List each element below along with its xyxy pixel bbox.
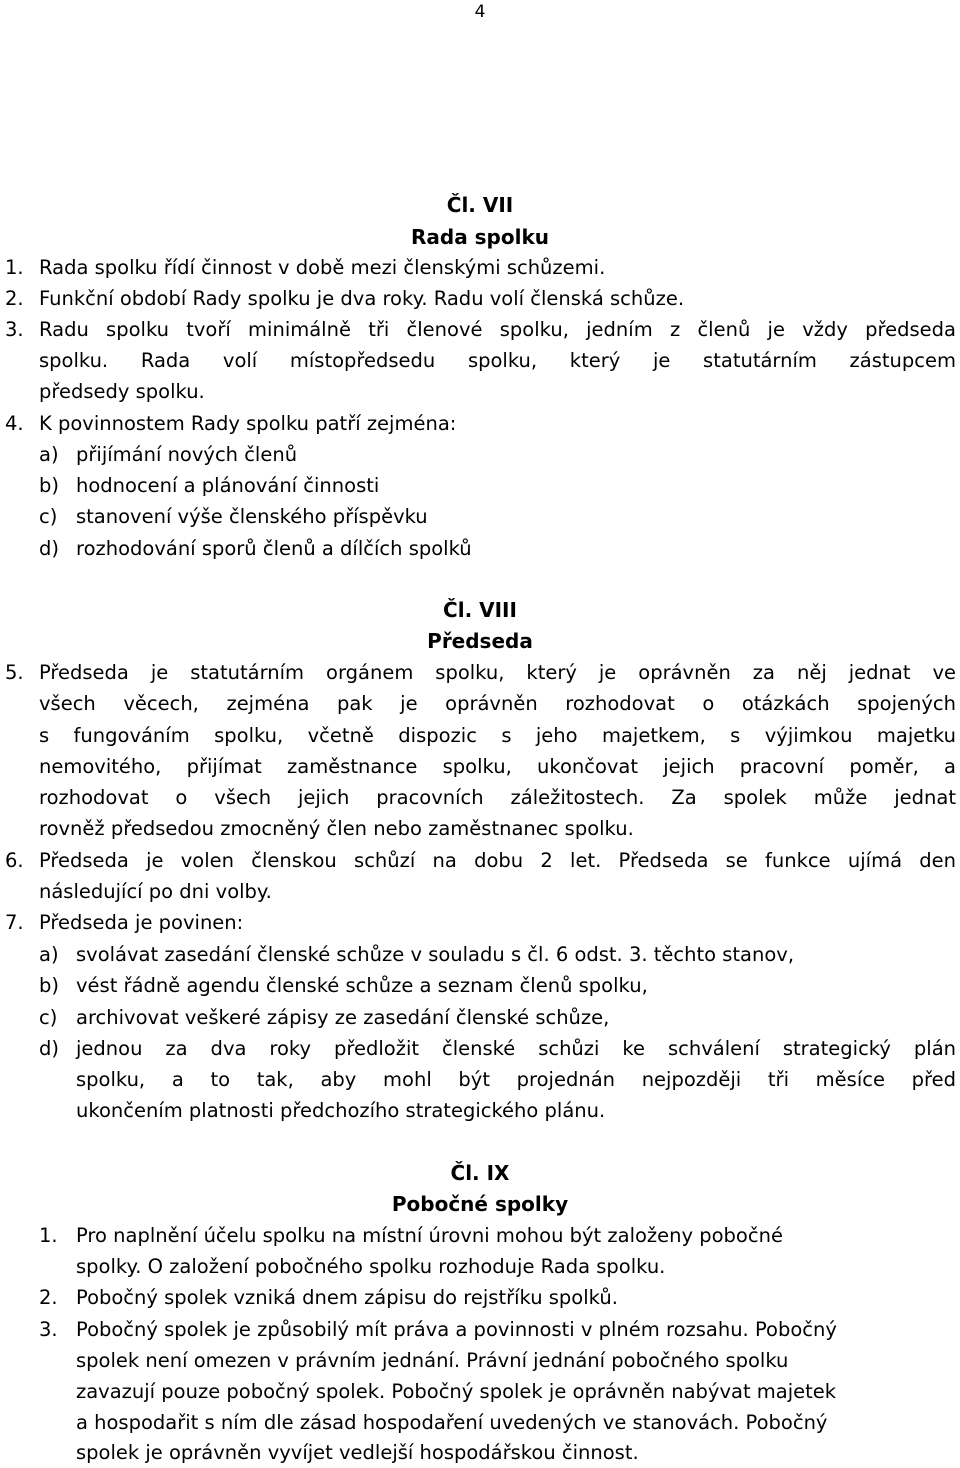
sub-text: ukončením platnosti předchozího strategického plánu.: [76, 1099, 606, 1122]
item-text: spolek je oprávněn vyvíjet vedlejší hospodářskou činnost.: [76, 1441, 639, 1464]
section-heading: Čl. IX: [450, 1161, 510, 1185]
item-text: Pro naplnění účelu spolku na místní úrovni mohou být založeny pobočné: [76, 1224, 783, 1247]
sub-label: d): [39, 537, 59, 560]
section-title: Rada spolku: [410, 225, 550, 249]
sub-label: c): [39, 505, 58, 528]
item-number: 4.: [5, 412, 24, 435]
item-text: všech věcech, zejména pak je oprávněn rozhodovat o otázkách spojených: [39, 692, 956, 715]
sub-text: přijímání nových členů: [76, 443, 298, 466]
item-number: 1.: [5, 256, 24, 279]
section-title: Předseda: [427, 629, 533, 653]
item-text: Předseda je povinen:: [39, 911, 244, 934]
item-text: Radu spolku tvoří minimálně tři členové spolku, jedním z členů je vždy předseda: [39, 318, 956, 341]
item-text: následující po dni volby.: [39, 880, 272, 903]
item-number: 2.: [5, 287, 24, 310]
sub-text: archivovat veškeré zápisy ze zasedání členské schůze,: [76, 1006, 610, 1029]
sub-label: b): [39, 974, 59, 997]
item-text: Funkční období Rady spolku je dva roky. Radu volí členská schůze.: [39, 287, 685, 310]
item-number: 2.: [39, 1286, 58, 1309]
item-text: zavazují pouze pobočný spolek. Pobočný spolek je oprávněn nabývat majetek: [76, 1380, 837, 1403]
item-text: K povinnostem Rady spolku patří zejména:: [39, 412, 457, 435]
item-number: 1.: [39, 1224, 58, 1247]
item-number: 3.: [39, 1318, 58, 1341]
sub-label: a): [39, 443, 59, 466]
item-text: Pobočný spolek vzniká dnem zápisu do rejstříku spolků.: [76, 1286, 618, 1309]
item-text: Předseda je volen členskou schůzí na dobu 2 let. Předseda se funkce ujímá den: [39, 849, 956, 872]
sub-label: c): [39, 1006, 58, 1029]
sub-text: svolávat zasedání členské schůze v souladu s čl. 6 odst. 3. těchto stanov,: [76, 943, 795, 966]
sub-text: rozhodování sporů členů a dílčích spolků: [76, 537, 472, 560]
sub-text: vést řádně agendu členské schůze a seznam členů spolku,: [76, 974, 648, 997]
item-text: rozhodovat o všech jejich pracovních záležitostech. Za spolek může jednat: [39, 786, 956, 809]
section-heading: Čl. VII: [446, 193, 514, 217]
sub-label: a): [39, 943, 59, 966]
item-text: spolku. Rada volí místopředsedu spolku, který je statutárním zástupcem: [39, 349, 956, 372]
page-number: 4: [474, 2, 486, 22]
item-number: 7.: [5, 911, 24, 934]
section-heading: Čl. VIII: [443, 598, 517, 622]
item-text: rovněž předsedou zmocněný člen nebo zaměstnanec spolku.: [39, 817, 634, 840]
sub-text: hodnocení a plánování činnosti: [76, 474, 380, 497]
item-text: spolek není omezen v právním jednání. Právní jednání pobočného spolku: [76, 1349, 789, 1372]
sub-text: jednou za dva roky předložit členské schůzi ke schválení strategický plán: [76, 1037, 956, 1060]
item-number: 5.: [5, 661, 24, 684]
item-text: Pobočný spolek je způsobilý mít práva a povinnosti v plném rozsahu. Pobočný: [76, 1318, 837, 1341]
sub-label: d): [39, 1037, 59, 1060]
item-text: nemovitého, přijímat zaměstnance spolku, ukončovat jejich pracovní poměr, a: [39, 755, 956, 778]
item-text: s fungováním spolku, včetně dispozic s jeho majetkem, s výjimkou majetku: [39, 724, 956, 747]
sub-label: b): [39, 474, 59, 497]
item-number: 6.: [5, 849, 24, 872]
item-text: Rada spolku řídí činnost v době mezi členskými schůzemi.: [39, 256, 606, 279]
item-text: a hospodařit s ním dle zásad hospodaření uvedených ve stanovách. Pobočný: [76, 1411, 828, 1434]
item-text: Předseda je statutárním orgánem spolku, který je oprávněn za něj jednat ve: [39, 661, 956, 684]
section-title: Pobočné spolky: [391, 1192, 569, 1216]
item-text: spolky. O založení pobočného spolku rozhoduje Rada spolku.: [76, 1255, 666, 1278]
item-text: předsedy spolku.: [39, 380, 205, 403]
item-number: 3.: [5, 318, 24, 341]
sub-text: spolku, a to tak, aby mohl být projednán nejpozději tři měsíce před: [76, 1068, 956, 1091]
sub-text: stanovení výše členského příspěvku: [76, 505, 428, 528]
